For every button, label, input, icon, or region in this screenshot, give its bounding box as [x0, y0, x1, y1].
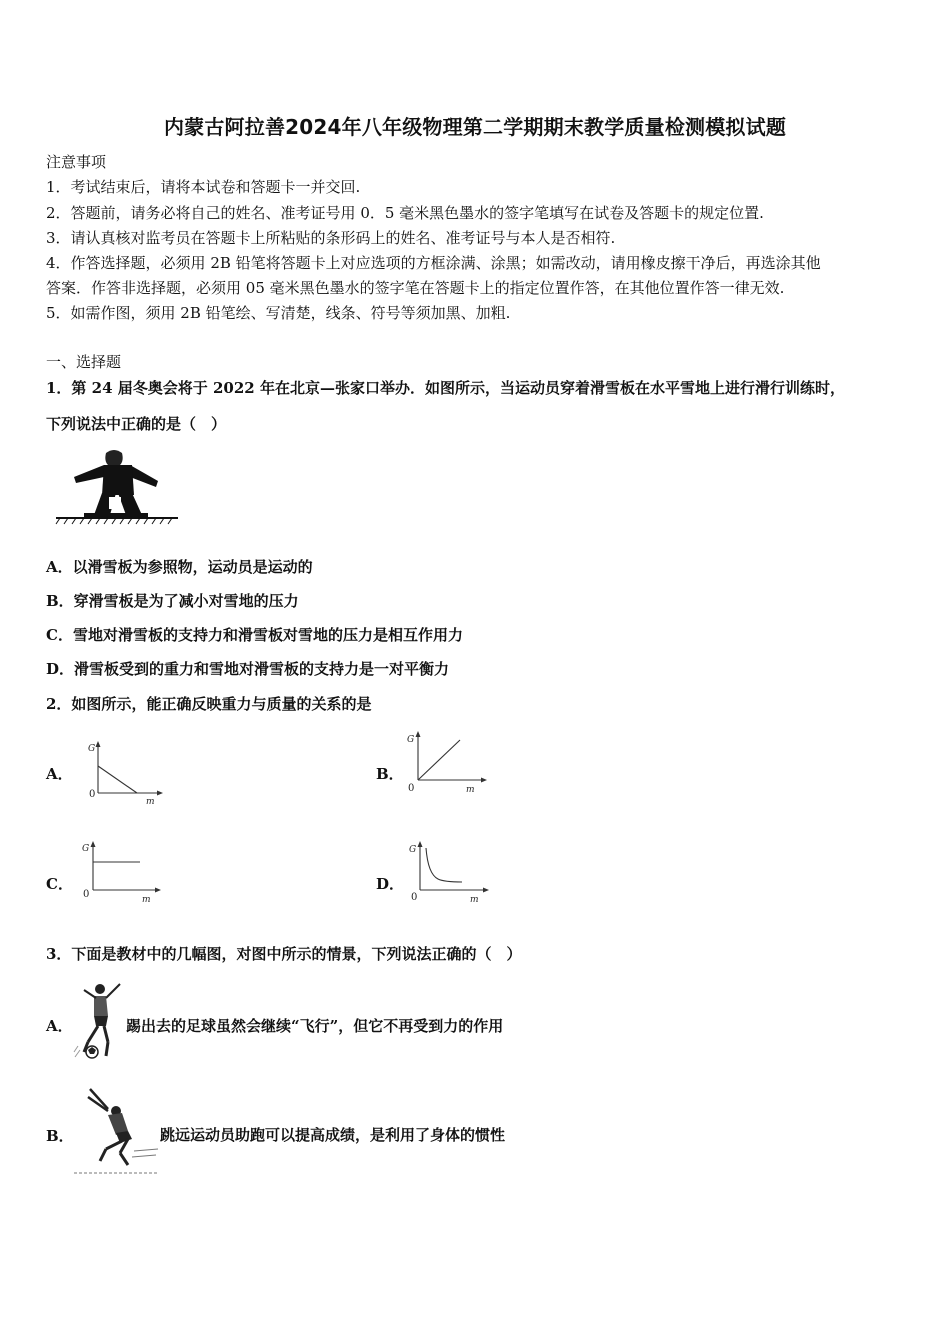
soccer-player-figure — [72, 980, 126, 1060]
notice-item: 5．如需作图，须用 2B 铅笔绘、写清楚，线条、符号等须加黑、加粗. — [46, 304, 511, 322]
notice-item: 1．考试结束后，请将本试卷和答题卡一并交回. — [46, 178, 361, 196]
graph-a-y-label: G — [88, 744, 96, 754]
graph-b-y-label: G — [407, 735, 415, 745]
question-3-option-a-letter: A． — [46, 1017, 73, 1035]
graph-a-letter: A． — [46, 765, 73, 783]
graph-c-origin: 0 — [83, 889, 90, 900]
graph-a — [84, 738, 169, 808]
graph-d-y-label: G — [409, 845, 417, 855]
graph-d-x-label: m — [470, 895, 479, 905]
graph-d-letter: D． — [376, 875, 405, 893]
graph-c-letter: C． — [46, 875, 73, 893]
graph-b-letter: B． — [376, 765, 404, 783]
snowboarder-figure — [56, 447, 181, 527]
graph-a-x-label: m — [146, 797, 155, 807]
notice-heading: 注意事项 — [46, 153, 107, 171]
graph-a-origin: 0 — [89, 789, 96, 800]
notice-item: 答案．作答非选择题，必须用 05 毫米黑色墨水的签字笔在答题卡上的指定位置作答，在其他位置作答一律无效. — [46, 279, 785, 297]
section-heading: 一、选择题 — [46, 353, 122, 371]
question-1-option-b: B．穿滑雪板是为了减小对雪地的压力 — [46, 592, 299, 610]
graph-d — [404, 838, 494, 908]
long-jumper-figure — [72, 1085, 164, 1177]
graph-b — [404, 730, 494, 800]
question-1-stem: 1．第 24 届冬奥会将于 2022 年在北京—张家口举办．如图所示，当运动员穿着滑雪板在水平雪地上进行滑行训练时， — [46, 379, 845, 397]
question-1-option-a: A．以滑雪板为参照物，运动员是运动的 — [46, 558, 313, 576]
question-3-stem: 3．下面是教材中的几幅图，对图中所示的情景，下列说法正确的（ ） — [46, 945, 522, 963]
notice-item: 2．答题前，请务必将自己的姓名、准考证号用 0．5 毫米黑色墨水的签字笔填写在试卷及答题卡的规定位置. — [46, 204, 764, 222]
notice-item: 4．作答选择题，必须用 2B 铅笔将答题卡上对应选项的方框涂满、涂黑；如需改动，请用橡皮擦干净后，再选涂其他 — [46, 254, 821, 272]
graph-c-x-label: m — [142, 895, 151, 905]
question-1-option-c: C．雪地对滑雪板的支持力和滑雪板对雪地的压力是相互作用力 — [46, 626, 463, 644]
graph-c — [78, 838, 168, 908]
question-3-option-b-letter: B． — [46, 1127, 74, 1145]
page-title: 内蒙古阿拉善2024年八年级物理第二学期期末教学质量检测模拟试题 — [163, 115, 787, 139]
question-3-option-b-text: 跳远运动员助跑可以提高成绩，是利用了身体的惯性 — [160, 1126, 506, 1144]
notice-item: 3．请认真核对监考员在答题卡上所粘贴的条形码上的姓名、准考证号与本人是否相符. — [46, 229, 616, 247]
graph-d-origin: 0 — [411, 892, 418, 903]
graph-c-y-label: G — [82, 844, 90, 854]
question-1-stem-cont: 下列说法中正确的是（ ） — [46, 415, 227, 433]
graph-b-origin: 0 — [408, 783, 415, 794]
question-3-option-a-text: 踢出去的足球虽然会继续“飞行”，但它不再受到力的作用 — [126, 1017, 504, 1035]
question-2-stem: 2．如图所示，能正确反映重力与质量的关系的是 — [46, 695, 372, 713]
graph-b-x-label: m — [466, 785, 475, 795]
question-1-option-d: D．滑雪板受到的重力和雪地对滑雪板的支持力是一对平衡力 — [46, 660, 450, 678]
